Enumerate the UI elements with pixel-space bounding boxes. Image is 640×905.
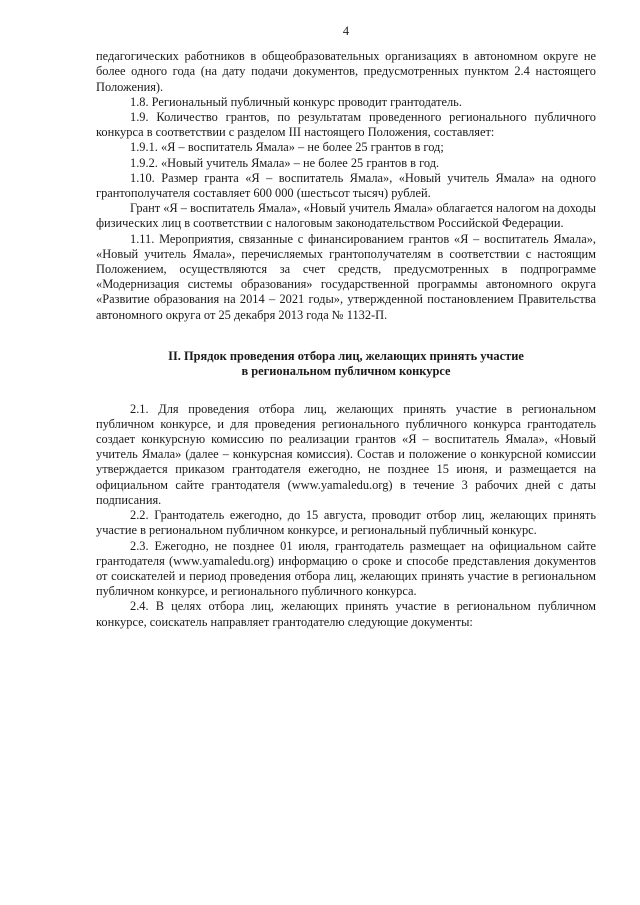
- paragraph: 2.2. Грантодатель ежегодно, до 15 августа, проводит отбор лиц, желающих принять участие в региональном публичном конкурсе, и региональный публичный конкурс.: [96, 508, 596, 538]
- paragraph: 1.11. Мероприятия, связанные с финансированием грантов «Я – воспитатель Ямала», «Новый учитель Ямала», перечисляемых грантополучателям в соответствии с настоящим Положением, осуществляются за счет средств, предусмотренных в подпрограмме «Модернизация системы образования» государственной программы автономного округа «Развитие образования на 2014 – 2021 годы», утвержденной постановлением Правительства автономного округа от 25 декабря 2013 года № 1132-П.: [96, 231, 596, 322]
- paragraph: 1.9. Количество грантов, по результатам проведенного регионального публичного конкурса в соответствии с разделом III настоящего Положения, составляет:: [96, 110, 596, 140]
- section-title: [96, 349, 596, 380]
- section-1-body: [96, 49, 596, 323]
- paragraph: Грант «Я – воспитатель Ямала», «Новый учитель Ямала» облагается налогом на доходы физических лиц в соответствии с налоговым законодательством Российской Федерации.: [96, 201, 596, 231]
- paragraph: 2.1. Для проведения отбора лиц, желающих принять участие в региональном публичном конкурсе, и для проведения регионального публичного конкурса грантодатель создает конкурсную комиссию по реализации грантов «Я – воспитатель Ямала», «Новый учитель Ямала» (далее – конкурсная комиссия). Состав и положение о конкурсной комиссии утверждается приказом грантодателя ежегодно, не позднее 15 июня, и размещается на официальном сайте грантодателя (www.yamaledu.org) в течение 3 рабочих дней с даты подписания.: [96, 401, 596, 507]
- section-2-body: [96, 402, 596, 630]
- paragraph: 1.9.2. «Новый учитель Ямала» – не более 25 грантов в год.: [130, 155, 440, 170]
- paragraph: педагогических работников в общеобразовательных организациях в автономном округе не более одного года (на дату подачи документов, предусмотренных пунктом 2.4 настоящего Положения).: [96, 49, 596, 94]
- paragraph: 1.10. Размер гранта «Я – воспитатель Ямала», «Новый учитель Ямала» на одного грантополучателя составляет 600 000 (шестьсот тысяч) рублей.: [96, 170, 596, 201]
- paragraph: 2.4. В целях отбора лиц, желающих принять участие в региональном публичном конкурсе, соискатель направляет грантодателю следующие документы:: [96, 599, 596, 629]
- paragraph: 1.8. Региональный публичный конкурс проводит грантодатель.: [130, 94, 462, 109]
- page-number: 4: [342, 24, 350, 38]
- section-title-line: II. Прядок проведения отбора лиц, желающих принять участие: [168, 348, 524, 363]
- paragraph: 2.3. Ежегодно, не позднее 01 июля, грантодатель размещает на официальном сайте грантодателя (www.yamaledu.org) информацию о сроке и способе представления документов от соискателей и период проведения отбора лиц, желающих принять участие в региональном публичном конкурсе, и регионального публичного конкурса.: [96, 538, 596, 599]
- paragraph: 1.9.1. «Я – воспитатель Ямала» – не более 25 грантов в год;: [130, 140, 444, 155]
- section-title-line: в региональном публичном конкурсе: [241, 364, 451, 379]
